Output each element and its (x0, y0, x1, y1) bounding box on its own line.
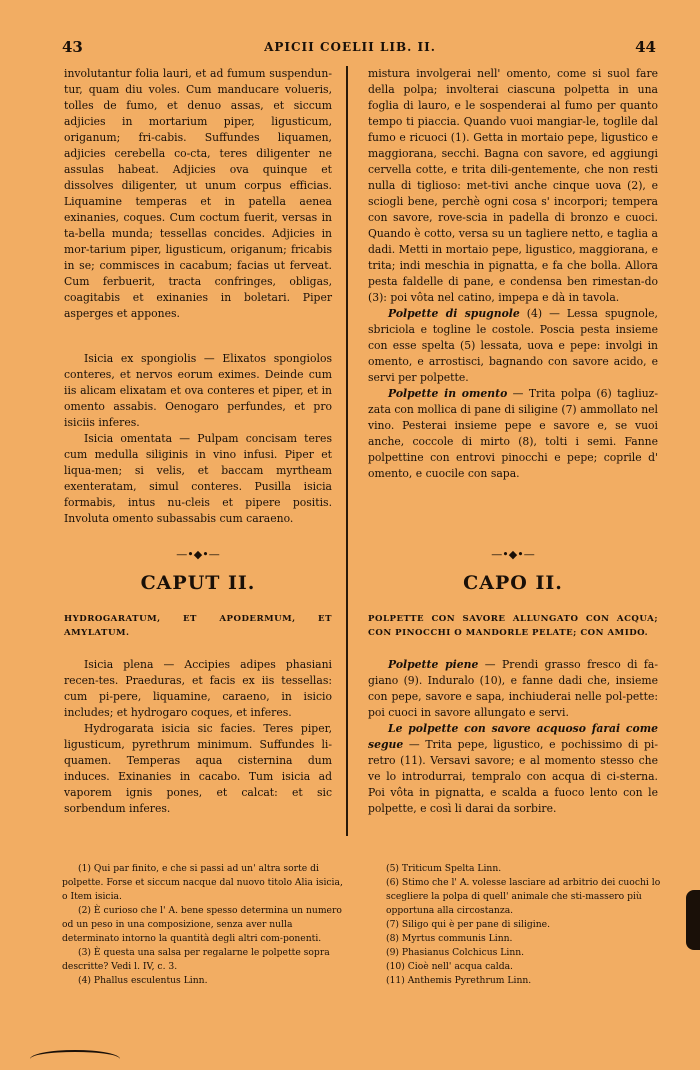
footnote: (7) Siligo qui è per pane di siligine. (386, 919, 551, 930)
italian-paragraph: Polpette di spugnole (4) — Lessa spugnole, sbriciola e togline le costole. Poscia pesta insieme con esse spelta (5) lessata, uova e pepe: involgi in omento, e arrostisci, bagnando con savore acido, e servi per polpette. (368, 307, 658, 384)
latin-paragraph: Isicia omentata — Pulpam concisam teres cum medulla siliginis in vino infusi. Piper et liqua-men; si velis, et baccam myrtheam exenteratam, simul conteres. Pusilla isicia formabis, intus nu-cleis et pipere positis. Involuta omento subassabis cum caraeno. (64, 432, 332, 525)
italian-text-top (368, 66, 658, 482)
footnotes-right (386, 862, 662, 988)
latin-paragraph: Isicia ex spongiolis — Elixatos spongiolos conteres, et nervos eorum eximes. Deinde cum iis alicam elixatam et ova conteres et piper, et in omento assabis. Oenogaro perfundes, et pro isiciis inferes. (64, 352, 332, 429)
recipe-title: Le polpette con savore acquoso farai come segue (368, 722, 658, 751)
italian-paragraph: Le polpette con savore acquoso farai come segue — Trita pepe, ligustico, e pochissimo di pi-retro (11). Versavi savore; e al momento stesso che ve lo introdurrai, tempralo con acqua di ci-sterna. Poi vôta in pignatta, e scalda a fuoco lento con le polpette, e così li darai da sorbire. (368, 722, 658, 815)
running-head (0, 38, 700, 58)
page-edge-mark (686, 890, 700, 950)
footnote: (5) Triticum Spelta Linn. (386, 863, 502, 874)
footnote: (11) Anthemis Pyrethrum Linn. (386, 975, 532, 986)
italian-paragraph: Polpette piene — Prendi grasso fresco di fa-giano (9). Induralo (10), e fanne dadi che, insieme con pepe, savore e sapa, inchiuderai nelle pol-pette: poi cuoci in savore allungato e servi. (368, 658, 658, 719)
recipe-title: Polpette di spugnole (388, 307, 520, 320)
ornament-right: —•◆•— (491, 548, 535, 561)
chapter-subheading-latin: HYDROGARATUM, ET APODERMUM, ET AMYLATUM. (64, 614, 332, 638)
latin-text-bottom (64, 657, 332, 817)
footnote: (6) Stimo che l' A. volesse lasciare ad arbitrio dei cuochi lo scegliere la polpa di quell' animale che sti-massero più opportuna alla circostanza. (386, 877, 661, 916)
latin-text-middle (64, 351, 332, 527)
chapter-subheading-italian: POLPETTE CON SAVORE ALLUNGATO CON ACQUA; CON PINOCCHI O MANDORLE PELATE; CON AMIDO. (368, 614, 658, 638)
footnote: (4) Phallus esculentus Linn. (78, 975, 208, 986)
footnote: (2) È curioso che l' A. bene spesso determina un numero od un peso in una composizione, senza aver nulla determinato intorno la quantità degli altri com-ponenti. (62, 905, 342, 944)
page-number-right: 44 (635, 38, 656, 56)
recipe-title: Polpette in omento (388, 387, 508, 400)
italian-paragraph: Polpette in omento — Trita polpa (6) tagliuz-zata con mollica di pane di siligine (7) ammollato nel vino. Pesterai insieme pepe e savore e, se vuoi anche, coccole di mirto (8), tolti i semi. Fanne polpettine con entrovi pinocchi e pepe; coprile d' omento, e cuocile con sapa. (368, 387, 658, 480)
footnotes-left (62, 862, 350, 988)
latin-paragraph: Isicia plena — Accipies adipes phasiani recen-tes. Praeduras, et facis ex iis tessellas: cum pi-pere, liquamine, caraeno, in isicio includes; et hydrogaro coques, et inferes. (64, 658, 332, 719)
footnote: (1) Qui par finito, e che si passi ad un' altra sorte di polpette. Forse et siccum nacque dal nuovo titolo Alia isicia, o Item isicia. (62, 863, 343, 902)
running-title: APICII COELII LIB. II. (264, 40, 436, 54)
latin-paragraph: Hydrogarata isicia sic facies. Teres piper, ligusticum, pyrethrum minimum. Suffundes li-quamen. Temperas aqua cisternina dum induces. Exinanies in cacabo. Tum isicia ad vaporem ignis pones, et calcat: et sic sorbendum inferes. (64, 722, 332, 815)
ornament-left: —•◆•— (176, 548, 220, 561)
recipe-title: Polpette piene (388, 658, 479, 671)
latin-paragraph: involutantur folia lauri, et ad fumum suspendun-tur, quam diu voles. Cum manducare volueris, tolles de fumo, et denuo assas, et siccum adjicies in mortarium piper, ligusticum, origanum; fri-cabis. Suffundes liquamen, adjicies cerebella co-cta, teres diligenter ne assulas habeat. Adjicies ova quinque et dissolves diligenter, ut unum corpus efficias. Liquamine temperas et in patella aenea exinanies, coques. Cum coctum fuerit, versas in ta-bella munda; tessellas concides. Adjicies in mor-tarium piper, ligusticum, origanum; fricabis in se; commisces in cacabum; facias ut ferveat. Cum ferbuerit, tracta confringes, obligas, coagitabis et exinanies in boletari. Piper asperges et appones. (64, 67, 332, 320)
page-number-left: 43 (62, 38, 83, 56)
italian-paragraph: mistura involgerai nell' omento, come si suol fare della polpa; involterai ciascuna polpetta in una foglia di lauro, e le sospenderai al fumo per quanto tempo ti piaccia. Quando vuoi mangiar-le, toglile dal fumo e ricuoci (1). Getta in mortaio pepe, ligustico e maggiorana, secchi. Bagna con savore, ed aggiungi cervella cotte, e trita dili-gentemente, che non resti nulla di tiglioso: met-tivi anche cinque uova (2), e sciogli bene, perchè ogni cosa s' incorpori; tempera con savore, rove-scia in padella di bronzo e cuoci. Quando è cotto, versa su un tagliere netto, e taglia a dadi. Metti in mortaio pepe, ligustico, maggiorana, e trita; indi meschia in pignatta, e fa che bolla. Allora pesta faldelle di pane, e condensa ben rimestan-do (3): poi vôta nel catino, impepa e dà in tavola. (368, 67, 658, 304)
chapter-heading-latin: CAPUT II. (140, 572, 256, 594)
italian-text-bottom (368, 657, 658, 817)
footnote: (10) Cioè nell' acqua calda. (386, 961, 513, 972)
page-curl (30, 1050, 120, 1068)
chapter-heading-italian: CAPO II. (463, 572, 563, 594)
column-divider (346, 66, 348, 836)
footnote: (8) Myrtus communis Linn. (386, 933, 513, 944)
latin-text-top (64, 66, 332, 322)
footnote: (3) È questa una salsa per regalarne le polpette sopra descritte? Vedi l. IV, c. 3. (62, 947, 330, 972)
footnote: (9) Phasianus Colchicus Linn. (386, 947, 525, 958)
